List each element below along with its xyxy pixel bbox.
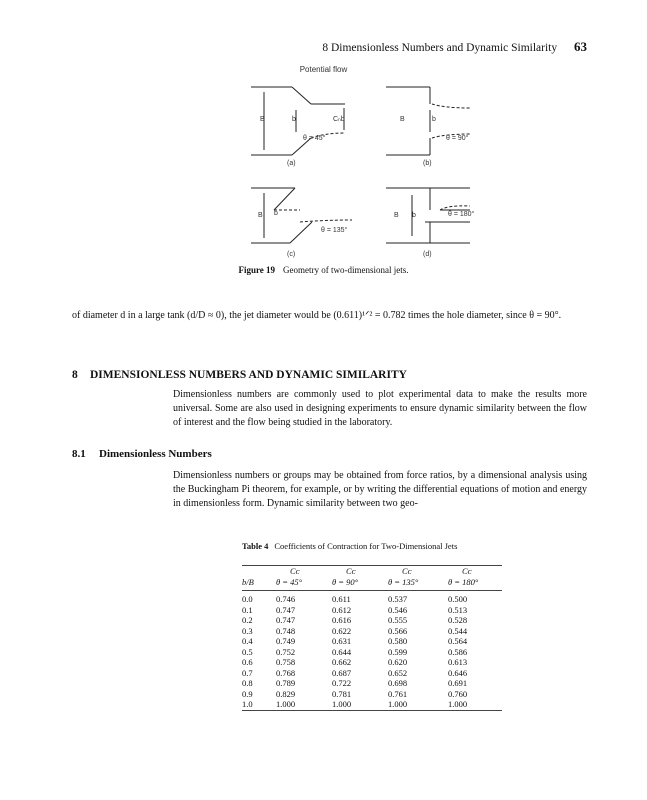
- table-cell-coefficient: 0.613: [448, 657, 468, 667]
- table-header-cell: Cᴄ: [402, 566, 412, 576]
- panel-c-label: (c): [287, 251, 296, 258]
- table-cell-coefficient: 0.789: [276, 678, 296, 688]
- table-row: [242, 615, 502, 626]
- panel-d-label: (d): [423, 251, 432, 258]
- table-row: [242, 689, 502, 700]
- table-cell-coefficient: 0.620: [388, 657, 408, 667]
- paragraph-dimensionless-groups: Dimensionless numbers or groups may be obtained from force ratios, by a dimensional analysis using the Buckingham Pi theorem, for example, or by writing the differential equations of motion and energy in dimensionless form. Dynamic similarity between two geo-: [173, 470, 587, 509]
- table-title-text: Coefficients of Contraction for Two-Dimensional Jets: [274, 541, 458, 551]
- panel-d-angle: θ = 180°: [448, 211, 475, 218]
- panel-d-B: B: [394, 212, 399, 219]
- table-cell-coefficient: 0.616: [332, 615, 352, 625]
- table-cell-coefficient: 0.747: [276, 615, 296, 625]
- figure-top-label: Potential flow: [299, 65, 348, 74]
- table-cell-coefficient: 0.748: [276, 625, 296, 636]
- table-cell-ratio: 0.8: [242, 678, 253, 688]
- paragraph-continuation: of diameter d in a large tank (d/D ≈ 0), the jet diameter would be (0.611)¹ᐟ² = 0.782 times the hole diameter, since θ = 90°.: [72, 310, 562, 321]
- table-cell-coefficient: 1.000: [388, 699, 408, 709]
- table-cell-ratio: 0.4: [242, 636, 253, 646]
- panel-c-B: B: [258, 212, 263, 219]
- panel-a-angle: θ = 45°: [303, 135, 326, 142]
- table-cell-coefficient: 0.687: [332, 667, 352, 678]
- table-row: [242, 591, 502, 605]
- table-header-cell: Cᴄ: [462, 566, 472, 576]
- table-cell-ratio: 1.0: [242, 699, 253, 709]
- table-cell-coefficient: 0.622: [332, 625, 352, 636]
- panel-c-b: b: [274, 210, 278, 217]
- subsection-number: 8.1: [72, 448, 86, 460]
- table-cell-ratio: 0.0: [242, 594, 253, 604]
- table-cell-coefficient: 0.631: [332, 636, 352, 646]
- table-cell-ratio: 0.9: [242, 688, 253, 699]
- figure-caption-label: Figure 19: [238, 265, 276, 275]
- table-cell-coefficient: 0.528: [448, 615, 468, 625]
- table-row: [242, 605, 502, 616]
- panel-c-jet: [251, 188, 352, 243]
- table-cell-coefficient: 0.781: [332, 688, 352, 699]
- table-cell-coefficient: 0.761: [388, 688, 408, 699]
- figure-19-diagram: [0, 0, 647, 265]
- table-cell-coefficient: 0.537: [388, 594, 408, 604]
- table-cell-ratio: 0.3: [242, 625, 253, 636]
- table-cell-coefficient: 0.500: [448, 594, 468, 604]
- contraction-coefficients-table: [242, 565, 502, 711]
- table-header-cell: [242, 566, 276, 578]
- table-cell-coefficient: 1.000: [276, 699, 296, 709]
- panel-a-label: (a): [287, 160, 296, 167]
- figure-caption: [0, 265, 647, 275]
- table-cell-coefficient: 0.586: [448, 646, 468, 657]
- table-cell-coefficient: 0.746: [276, 594, 296, 604]
- table-cell-ratio: 0.1: [242, 604, 253, 615]
- panel-a-Cb: Cₙb: [333, 116, 345, 123]
- panel-a-b: b: [292, 116, 296, 123]
- panel-b-label: (b): [423, 160, 432, 167]
- table-row: [242, 626, 502, 637]
- subsection-title: Dimensionless Numbers: [99, 448, 212, 460]
- table-cell-coefficient: 0.599: [388, 646, 408, 657]
- panel-d-b: b: [412, 212, 416, 219]
- panel-b-angle: θ = 90°: [446, 135, 469, 142]
- table-cell-coefficient: 0.652: [388, 667, 408, 678]
- table-subheader-cell: θ = 45°: [276, 577, 332, 591]
- table-subheader-cell: θ = 135°: [388, 577, 448, 591]
- table-cell-coefficient: 0.752: [276, 646, 296, 657]
- table-cell-coefficient: 1.000: [332, 699, 352, 709]
- table-header-cell: Cᴄ: [346, 566, 356, 576]
- page-number: 63: [574, 39, 587, 54]
- table-label: Table 4: [242, 541, 269, 551]
- table-subheader-row: [242, 577, 502, 591]
- table-cell-coefficient: 0.691: [448, 678, 468, 688]
- table-cell-coefficient: 1.000: [448, 699, 468, 709]
- table-cell-coefficient: 0.646: [448, 667, 468, 678]
- section-number: 8: [72, 369, 78, 381]
- table-cell-coefficient: 0.544: [448, 625, 468, 636]
- table-row: [242, 668, 502, 679]
- table-cell-coefficient: 0.580: [388, 636, 408, 646]
- table-row: [242, 699, 502, 710]
- panel-b-b: b: [432, 116, 436, 123]
- table-cell-coefficient: 0.564: [448, 636, 468, 646]
- table-cell-coefficient: 0.611: [332, 594, 351, 604]
- table-cell-coefficient: 0.662: [332, 657, 352, 667]
- table-header-cell: Cᴄ: [290, 566, 300, 576]
- table-subheader-cell: θ = 180°: [448, 577, 502, 591]
- table-cell-coefficient: 0.760: [448, 688, 468, 699]
- table-cell-coefficient: 0.644: [332, 646, 352, 657]
- table-subheader-cell: b/B: [242, 577, 276, 591]
- table-subheader-cell: θ = 90°: [332, 577, 388, 591]
- table-row: [242, 678, 502, 689]
- table-cell-coefficient: 0.546: [388, 604, 408, 615]
- table-cell-ratio: 0.6: [242, 657, 253, 667]
- figure-caption-text: Geometry of two-dimensional jets.: [283, 265, 409, 275]
- table-header-row: [242, 566, 502, 578]
- table-cell-ratio: 0.7: [242, 667, 253, 678]
- table-title: [242, 541, 502, 552]
- table-body: [242, 591, 502, 711]
- table-cell-coefficient: 0.698: [388, 678, 408, 688]
- table-cell-coefficient: 0.758: [276, 657, 296, 667]
- panel-b-jet: [386, 87, 470, 155]
- panel-a-B: B: [260, 116, 265, 123]
- paragraph-dimensionless-intro: Dimensionless numbers are commonly used to plot experimental data to make the results more universal. Some are also used in designing experiments to ensure dynamic similarity between the flow of interest and the flow being studied in the laboratory.: [173, 389, 587, 428]
- table-cell-coefficient: 0.768: [276, 667, 296, 678]
- table-cell-coefficient: 0.612: [332, 604, 352, 615]
- panel-c-angle: θ = 135°: [321, 227, 348, 234]
- panel-a-jet: [251, 87, 345, 155]
- table-cell-ratio: 0.2: [242, 615, 253, 625]
- subsection-heading: [72, 448, 212, 460]
- table-row: [242, 647, 502, 658]
- table-cell-coefficient: 0.513: [448, 604, 468, 615]
- table-row: [242, 636, 502, 647]
- section-title: DIMENSIONLESS NUMBERS AND DYNAMIC SIMILARITY: [90, 369, 407, 381]
- running-title: 8 Dimensionless Numbers and Dynamic Similarity: [322, 42, 558, 54]
- table-cell-coefficient: 0.747: [276, 604, 296, 615]
- table-cell-coefficient: 0.749: [276, 636, 296, 646]
- table-cell-coefficient: 0.829: [276, 688, 296, 699]
- panel-b-B: B: [400, 116, 405, 123]
- table-row: [242, 657, 502, 668]
- table-cell-coefficient: 0.566: [388, 625, 408, 636]
- table-cell-coefficient: 0.555: [388, 615, 408, 625]
- section-heading: [72, 369, 407, 381]
- table-cell-coefficient: 0.722: [332, 678, 352, 688]
- table-cell-ratio: 0.5: [242, 646, 253, 657]
